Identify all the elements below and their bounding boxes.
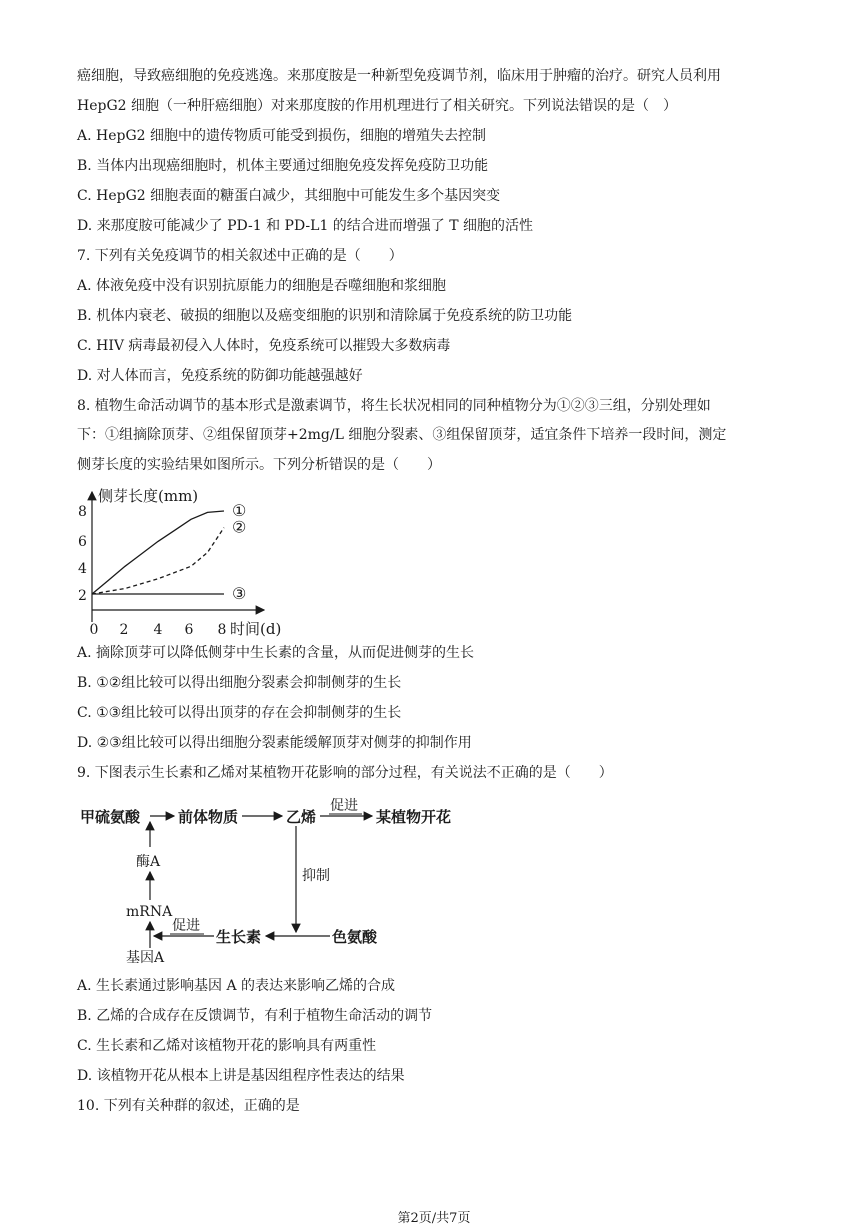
- x-tick-label-6: 6: [184, 622, 194, 638]
- x-tick-label-8: 8: [217, 622, 227, 638]
- q8-stem-line-2: 下：①组摘除顶芽、②组保留顶芽+2mg/L 细胞分裂素、③组保留顶芽，适宜条件下培养一段时间，测定: [77, 427, 727, 443]
- node-flowering: 某植物开花: [376, 808, 452, 826]
- q9-option-c: C. 生长素和乙烯对该植物开花的影响具有两重性: [77, 1038, 377, 1054]
- q7-option-a: A. 体液免疫中没有识别抗原能力的细胞是吞噬细胞和浆细胞: [77, 278, 447, 294]
- q6-option-d: D. 来那度胺可能减少了 PD-1 和 PD-L1 的结合进而增强了 T 细胞的活性: [77, 218, 534, 234]
- q6-stem-line-2: HepG2 细胞（一种肝癌细胞）对来那度胺的作用机理进行了相关研究。下列说法错误的是（ ）: [77, 98, 677, 114]
- series-label-3: ③: [232, 584, 247, 603]
- y-tick-label-2: 2: [78, 588, 87, 604]
- q8-stem-line-1: 8. 植物生命活动调节的基本形式是激素调节，将生长状况相同的同种植物分为①②③三组，分别处理如: [77, 398, 711, 414]
- node-tryptophan: 色氨酸: [332, 928, 378, 946]
- y-tick-label-6: 6: [78, 534, 87, 550]
- x-axis-label: 时间(d): [230, 620, 282, 638]
- q8-stem-line-3: 侧芽长度的实验结果如图所示。下列分析错误的是（ ）: [77, 457, 441, 473]
- q9-option-b: B. 乙烯的合成存在反馈调节，有利于植物生命活动的调节: [77, 1008, 433, 1024]
- label-promote-bottom: 促进: [172, 918, 200, 934]
- q6-option-b: B. 当体内出现癌细胞时，机体主要通过细胞免疫发挥免疫防卫功能: [77, 158, 489, 174]
- series-layer: [92, 501, 246, 603]
- node-methionine: 甲硫氨酸: [80, 808, 141, 826]
- q9-option-d: D. 该植物开花从根本上讲是基因组程序性表达的结果: [77, 1068, 405, 1084]
- q7-option-c: C. HIV 病毒最初侵入人体时，免疫系统可以摧毁大多数病毒: [77, 338, 451, 354]
- q7-option-d: D. 对人体而言，免疫系统的防御功能越强越好: [77, 368, 363, 384]
- node-gene-a: 基因A: [126, 950, 165, 966]
- q9-stem: 9. 下图表示生长素和乙烯对某植物开花影响的部分过程，有关说法不正确的是（ ）: [77, 765, 613, 781]
- series-label-1: ①: [232, 501, 247, 520]
- series-line-2: [92, 528, 224, 594]
- y-axis-label: 侧芽长度(mm): [98, 487, 199, 505]
- node-ethylene: 乙烯: [286, 808, 317, 826]
- q7-stem: 7. 下列有关免疫调节的相关叙述中正确的是（ ）: [77, 248, 403, 264]
- x-tick-label-0: 0: [89, 622, 99, 638]
- series-line-1: [92, 511, 224, 594]
- q8-option-b: B. ①②组比较可以得出细胞分裂素会抑制侧芽的生长: [77, 675, 402, 691]
- side-bud-length-chart: [74, 484, 284, 640]
- q10-stem: 10. 下列有关种群的叙述，正确的是: [77, 1098, 300, 1114]
- node-enzyme-a: 酶A: [136, 854, 161, 870]
- page-footer: 第2页/共7页: [397, 1211, 471, 1226]
- q9-option-a: A. 生长素通过影响基因 A 的表达来影响乙烯的合成: [77, 978, 396, 994]
- node-precursor: 前体物质: [178, 808, 239, 826]
- series-label-2: ②: [232, 517, 247, 537]
- label-promote-top: 促进: [330, 798, 358, 814]
- q7-option-b: B. 机体内衰老、破损的细胞以及癌变细胞的识别和清除属于免疫系统的防卫功能: [77, 308, 573, 324]
- node-auxin: 生长素: [216, 928, 262, 946]
- q8-option-a: A. 摘除顶芽可以降低侧芽中生长素的含量，从而促进侧芽的生长: [77, 645, 475, 661]
- y-tick-label-8: 8: [78, 504, 87, 520]
- auxin-ethylene-flow-diagram: [74, 792, 474, 972]
- q6-stem-line-1: 癌细胞，导致癌细胞的免疫逃逸。来那度胺是一种新型免疫调节剂，临床用于肿瘤的治疗。研究人员利用: [77, 68, 721, 84]
- x-tick-label-4: 4: [153, 622, 163, 638]
- node-mrna: mRNA: [126, 904, 173, 920]
- y-tick-label-4: 4: [78, 561, 87, 577]
- q8-option-c: C. ①③组比较可以得出顶芽的存在会抑制侧芽的生长: [77, 705, 402, 721]
- q8-option-d: D. ②③组比较可以得出细胞分裂素能缓解顶芽对侧芽的抑制作用: [77, 735, 472, 751]
- q6-option-c: C. HepG2 细胞表面的糖蛋白减少，其细胞中可能发生多个基因突变: [77, 188, 501, 204]
- x-tick-label-2: 2: [119, 622, 129, 638]
- q6-option-a: A. HepG2 细胞中的遗传物质可能受到损伤，细胞的增殖失去控制: [77, 128, 487, 144]
- label-inhibit: 抑制: [302, 868, 330, 884]
